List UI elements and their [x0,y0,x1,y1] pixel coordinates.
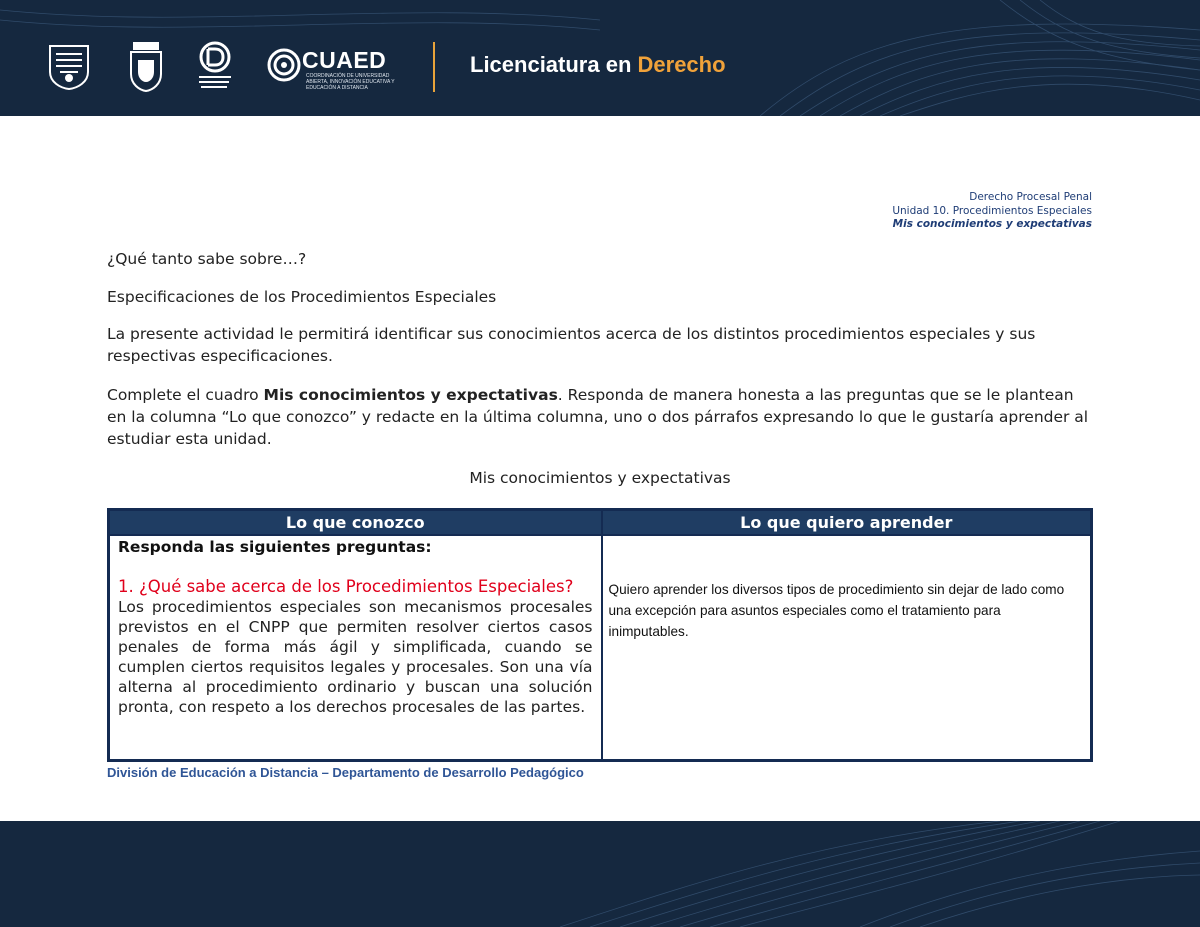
instructions-bold: Mis conocimientos y expectativas [263,386,558,404]
known-cell [109,535,602,761]
table-header-row [109,510,1092,535]
program-title [470,52,726,78]
division-educacion-distancia-logo [197,41,235,93]
document-body [107,248,1093,503]
course-unit: Unidad 10. Procedimientos Especiales [892,204,1092,217]
question-heading: ¿Qué tanto sabe sobre…? [107,250,307,268]
wave-pattern-decoration [0,821,1200,927]
instructions-start: Complete el cuadro [107,386,264,404]
footer-banner [0,821,1200,927]
footer-department: División de Educación a Distancia – Departamento de Desarrollo Pedagógico [107,765,584,780]
course-activity: Mis conocimientos y expectativas [892,218,1092,230]
intro-paragraph: La presente actividad le permitirá identificar sus conocimientos acerca de los distintos procedimientos especiales y sus respectivas especificaciones. [107,325,1036,365]
answer-1: Los procedimientos especiales son mecanismos procesales previstos en el CNPP que permiten resolver ciertos casos penales de forma más ágil y simplificada, cuando se cumplen ciertos requisitos legales y procesales. Son una vía alterna al procedimiento ordinario y buscan una solución pronta, con respeto a los derechos procesales de las partes. [118,597,593,716]
expectation-cell: Quiero aprender los diversos tipos de procedimiento sin dejar de lado como una excepción para asuntos especiales como el tratamiento para inimputables. [602,535,1092,761]
fdunam-shield-logo [127,40,165,92]
cuaed-subtitle: COORDINACIÓN DE UNIVERSIDAD ABIERTA, INNOVACIÓN EDUCATIVA Y EDUCACIÓN A DISTANCIA [306,73,395,91]
topic-title: Especificaciones de los Procedimientos Especiales [107,288,497,306]
cuaed-label: CUAED [302,47,387,73]
questions-instruction: Responda las siguientes preguntas: [118,537,432,556]
header-divider [433,42,435,92]
question-1: 1. ¿Qué sabe acerca de los Procedimientos Especiales? [118,576,574,596]
column-header-learn: Lo que quiero aprender [602,510,1092,535]
program-title-highlight: Derecho [637,52,726,77]
program-title-prefix: Licenciatura en [470,52,638,77]
unam-shield-logo [46,42,92,90]
course-subject: Derecho Procesal Penal [969,191,1092,203]
table-row [109,535,1092,761]
course-info [892,191,1092,232]
knowledge-table [107,508,1093,762]
cuaed-logo [266,47,302,83]
table-title: Mis conocimientos y expectativas [469,469,731,487]
header-banner [0,0,1200,116]
column-header-known: Lo que conozco [109,510,602,535]
instructions-end: . Responda de manera honesta a las preguntas que se le plantean en la columna “Lo que conozco” y redacte en la última columna, uno o dos párrafos expresando lo que le gustaría aprender al estudiar esta unidad. [107,386,1089,448]
instructions-paragraph [107,384,1093,450]
